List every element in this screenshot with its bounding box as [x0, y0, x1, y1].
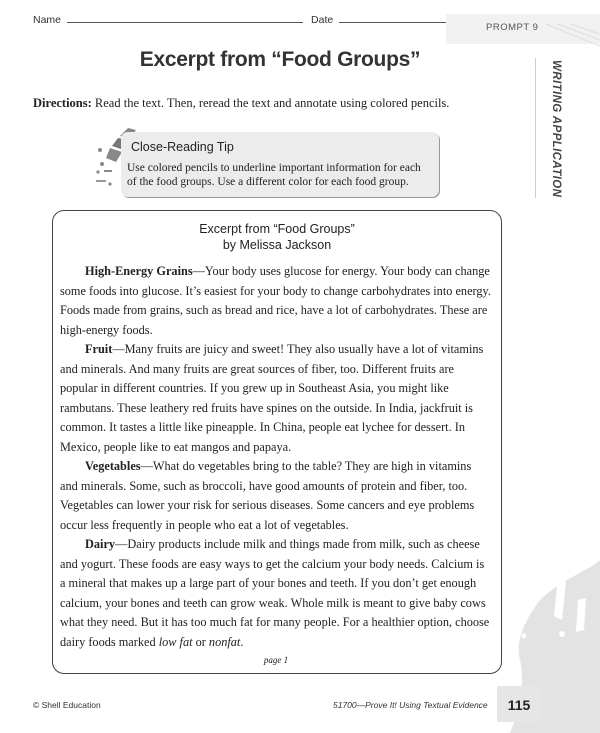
term-dairy: Dairy: [85, 537, 116, 551]
paragraph-fruit: [60, 340, 492, 457]
text-end: .: [240, 634, 244, 649]
name-line: [67, 12, 303, 23]
italic-low-fat: low fat: [158, 634, 193, 649]
side-divider: [535, 58, 536, 198]
footer-book-title: 51700—Prove It! Using Textual Evidence: [333, 700, 488, 710]
footer-publisher: © Shell Education: [33, 700, 101, 710]
directions: [33, 96, 449, 111]
excerpt-heading: [52, 221, 502, 253]
excerpt-author: by Melissa Jackson: [222, 238, 332, 252]
term-vegetables: Vegetables: [85, 459, 141, 473]
decorative-lines: [446, 24, 600, 46]
excerpt-body: [60, 262, 492, 652]
page-title: Excerpt from “Food Groups”: [139, 48, 421, 71]
text-grains: —Your body uses glucose for energy. Your body can change some foods into glucose. It’s easiest for your body to change carbohydrates into energy. Foods made from grains, such as bread and rice, have a lot of carbohydrates. These are high-energy foods.: [60, 264, 491, 337]
date-label: Date: [311, 14, 334, 26]
text-vegetables: —What do vegetables bring to the table? They are high in vitamins and minerals. Some, such as broccoli, have good amounts of protein and fiber, too. Vegetables can lower your risk for serious diseases. Some cancers and eye problems occur less frequently in people who eat a lot of vegetables.: [60, 459, 475, 532]
text-fruit: —Many fruits are juicy and sweet! They also usually have a lot of vitamins and minerals. And many fruits are great sources of fiber, too. Different fruits are popular in different countries. If you grew up in Southeast Asia, you might like rambutans. These leathery red fruits have spines on the outside. In India, jackfruit is common. It tastes a little like pineapple. In China, people eat lychee for dessert. In Mexico, people like to eat mangos and papaya.: [60, 342, 484, 454]
term-fruit: Fruit: [85, 342, 113, 356]
date-line: [339, 12, 459, 23]
directions-text: Read the text. Then, reread the text and annotate using colored pencils.: [94, 96, 450, 110]
term-grains: High-Energy Grains: [85, 264, 193, 278]
tip-title: Close-Reading Tip: [131, 140, 234, 154]
page-number: 115: [507, 697, 531, 713]
paragraph-dairy: [60, 535, 492, 652]
section-side-label: [546, 60, 566, 200]
excerpt-page-label: page 1: [263, 655, 289, 665]
side-label-text: WRITING APPLICATION: [550, 60, 562, 198]
tip-body: Use colored pencils to underline important information for each of the food groups. Use a different color for each food group.: [127, 162, 421, 188]
name-label: Name: [33, 14, 62, 26]
text-or: or: [192, 634, 209, 649]
excerpt-title: Excerpt from “Food Groups”: [199, 222, 355, 236]
close-reading-tip-box: [121, 132, 439, 197]
text-dairy: —Dairy products include milk and things made from milk, such as cheese and yogurt. These foods are easy ways to get the calcium your body needs. Calcium is a mineral that makes up a large part of your bones and teeth. If you don’t get enough calcium, your bones and teeth can grow weak. Whole milk is meant to give baby cows what they need. But it has too much fat for many people. For a healthier option, choose dairy foods marked: [60, 537, 490, 649]
page-number-box: [497, 686, 541, 722]
student-header: [33, 12, 459, 26]
paragraph-grains: [60, 262, 492, 340]
paragraph-vegetables: [60, 457, 492, 535]
directions-label: Directions:: [33, 96, 92, 110]
italic-nonfat: nonfat: [208, 634, 241, 649]
prompt-label: PROMPT 9: [486, 22, 539, 33]
